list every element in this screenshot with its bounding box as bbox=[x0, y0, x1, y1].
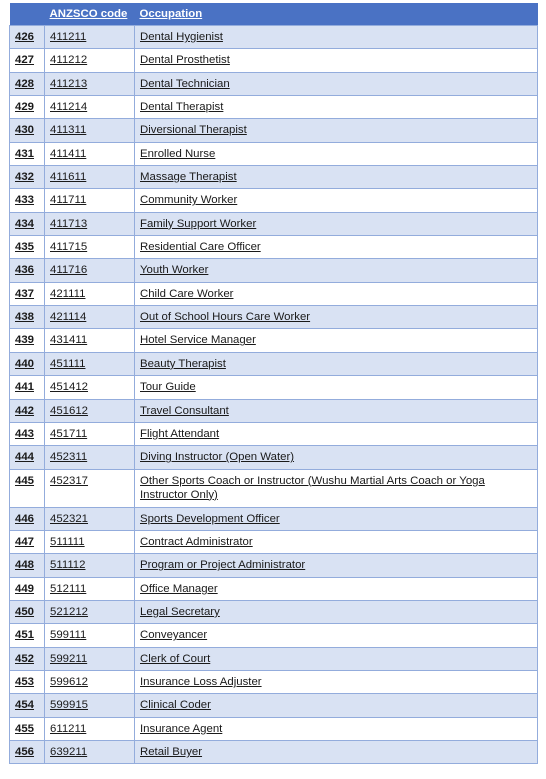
occupation-link[interactable]: Dental Technician bbox=[135, 72, 538, 95]
occupation-table bbox=[9, 3, 538, 764]
anzsco-code-link[interactable]: 431411 bbox=[45, 329, 135, 352]
anzsco-code-link[interactable]: 639211 bbox=[45, 740, 135, 763]
table-row bbox=[10, 72, 538, 95]
row-number: 441 bbox=[10, 376, 45, 399]
table-row bbox=[10, 189, 538, 212]
table-row bbox=[10, 717, 538, 740]
row-number: 435 bbox=[10, 236, 45, 259]
row-number: 450 bbox=[10, 600, 45, 623]
row-number: 454 bbox=[10, 694, 45, 717]
row-number: 426 bbox=[10, 26, 45, 49]
occupation-link[interactable]: Dental Hygienist bbox=[135, 26, 538, 49]
occupation-link[interactable]: Program or Project Administrator bbox=[135, 554, 538, 577]
table-row bbox=[10, 119, 538, 142]
table-row bbox=[10, 624, 538, 647]
table-row bbox=[10, 282, 538, 305]
occupation-link[interactable]: Conveyancer bbox=[135, 624, 538, 647]
table-header bbox=[10, 3, 538, 26]
row-number: 452 bbox=[10, 647, 45, 670]
anzsco-code-link[interactable]: 411716 bbox=[45, 259, 135, 282]
row-number: 440 bbox=[10, 352, 45, 375]
row-number: 436 bbox=[10, 259, 45, 282]
occupation-link[interactable]: Insurance Loss Adjuster bbox=[135, 670, 538, 693]
table-row bbox=[10, 96, 538, 119]
row-number: 432 bbox=[10, 166, 45, 189]
anzsco-code-link[interactable]: 452311 bbox=[45, 446, 135, 469]
occupation-link[interactable]: Clerk of Court bbox=[135, 647, 538, 670]
occupation-link[interactable]: Diversional Therapist bbox=[135, 119, 538, 142]
row-number: 448 bbox=[10, 554, 45, 577]
anzsco-code-link[interactable]: 451711 bbox=[45, 422, 135, 445]
table-body bbox=[10, 26, 538, 764]
anzsco-code-link[interactable]: 512111 bbox=[45, 577, 135, 600]
anzsco-code-link[interactable]: 411713 bbox=[45, 212, 135, 235]
table-row bbox=[10, 647, 538, 670]
anzsco-code-link[interactable]: 421111 bbox=[45, 282, 135, 305]
header-occupation[interactable]: Occupation bbox=[135, 3, 538, 26]
table-row bbox=[10, 740, 538, 763]
row-number: 455 bbox=[10, 717, 45, 740]
row-number: 443 bbox=[10, 422, 45, 445]
occupation-link[interactable]: Clinical Coder bbox=[135, 694, 538, 717]
anzsco-code-link[interactable]: 611211 bbox=[45, 717, 135, 740]
row-number: 433 bbox=[10, 189, 45, 212]
anzsco-code-link[interactable]: 411711 bbox=[45, 189, 135, 212]
table-row bbox=[10, 236, 538, 259]
table-row bbox=[10, 600, 538, 623]
occupation-link[interactable]: Tour Guide bbox=[135, 376, 538, 399]
table-row bbox=[10, 422, 538, 445]
occupation-link[interactable]: Other Sports Coach or Instructor (Wushu Martial Arts Coach or Yoga Instructor Only) bbox=[135, 469, 538, 507]
table-row bbox=[10, 352, 538, 375]
anzsco-code-link[interactable]: 599612 bbox=[45, 670, 135, 693]
header-anzsco-code[interactable]: ANZSCO code bbox=[45, 3, 135, 26]
anzsco-code-link[interactable]: 411212 bbox=[45, 49, 135, 72]
row-number: 456 bbox=[10, 740, 45, 763]
row-number: 439 bbox=[10, 329, 45, 352]
occupation-link[interactable]: Dental Therapist bbox=[135, 96, 538, 119]
table-row bbox=[10, 399, 538, 422]
anzsco-code-link[interactable]: 421114 bbox=[45, 306, 135, 329]
row-number: 444 bbox=[10, 446, 45, 469]
table-row bbox=[10, 329, 538, 352]
row-number: 434 bbox=[10, 212, 45, 235]
table-row bbox=[10, 166, 538, 189]
occupation-table-container bbox=[9, 3, 537, 764]
occupation-link[interactable]: Sports Development Officer bbox=[135, 507, 538, 530]
occupation-link[interactable]: Youth Worker bbox=[135, 259, 538, 282]
occupation-link[interactable]: Flight Attendant bbox=[135, 422, 538, 445]
table-row bbox=[10, 577, 538, 600]
table-row bbox=[10, 554, 538, 577]
row-number: 428 bbox=[10, 72, 45, 95]
anzsco-code-link[interactable]: 599915 bbox=[45, 694, 135, 717]
row-number: 446 bbox=[10, 507, 45, 530]
row-number: 449 bbox=[10, 577, 45, 600]
anzsco-code-link[interactable]: 452321 bbox=[45, 507, 135, 530]
row-number: 453 bbox=[10, 670, 45, 693]
row-number: 427 bbox=[10, 49, 45, 72]
table-row bbox=[10, 507, 538, 530]
table-row bbox=[10, 469, 538, 507]
row-number: 437 bbox=[10, 282, 45, 305]
occupation-link[interactable]: Travel Consultant bbox=[135, 399, 538, 422]
row-number: 430 bbox=[10, 119, 45, 142]
anzsco-code-link[interactable]: 521212 bbox=[45, 600, 135, 623]
anzsco-code-link[interactable]: 411311 bbox=[45, 119, 135, 142]
anzsco-code-link[interactable]: 511112 bbox=[45, 554, 135, 577]
occupation-link[interactable]: Retail Buyer bbox=[135, 740, 538, 763]
table-row bbox=[10, 530, 538, 553]
anzsco-code-link[interactable]: 411715 bbox=[45, 236, 135, 259]
row-number: 442 bbox=[10, 399, 45, 422]
table-row bbox=[10, 694, 538, 717]
occupation-link[interactable]: Out of School Hours Care Worker bbox=[135, 306, 538, 329]
row-number: 447 bbox=[10, 530, 45, 553]
occupation-link[interactable]: Community Worker bbox=[135, 189, 538, 212]
anzsco-code-link[interactable]: 411213 bbox=[45, 72, 135, 95]
table-row bbox=[10, 446, 538, 469]
occupation-link[interactable]: Office Manager bbox=[135, 577, 538, 600]
occupation-link[interactable]: Legal Secretary bbox=[135, 600, 538, 623]
table-row bbox=[10, 259, 538, 282]
row-number: 429 bbox=[10, 96, 45, 119]
anzsco-code-link[interactable]: 599211 bbox=[45, 647, 135, 670]
table-row bbox=[10, 670, 538, 693]
occupation-link[interactable]: Dental Prosthetist bbox=[135, 49, 538, 72]
anzsco-code-link[interactable]: 452317 bbox=[45, 469, 135, 507]
row-number: 438 bbox=[10, 306, 45, 329]
occupation-link[interactable]: Beauty Therapist bbox=[135, 352, 538, 375]
anzsco-code-link[interactable]: 451612 bbox=[45, 399, 135, 422]
row-number: 431 bbox=[10, 142, 45, 165]
occupation-link[interactable]: Insurance Agent bbox=[135, 717, 538, 740]
anzsco-code-link[interactable]: 511111 bbox=[45, 530, 135, 553]
occupation-link[interactable]: Residential Care Officer bbox=[135, 236, 538, 259]
occupation-link[interactable]: Massage Therapist bbox=[135, 166, 538, 189]
anzsco-code-link[interactable]: 411211 bbox=[45, 26, 135, 49]
table-row bbox=[10, 212, 538, 235]
table-row bbox=[10, 306, 538, 329]
row-number: 451 bbox=[10, 624, 45, 647]
occupation-link[interactable]: Enrolled Nurse bbox=[135, 142, 538, 165]
anzsco-code-link[interactable]: 411411 bbox=[45, 142, 135, 165]
occupation-link[interactable]: Hotel Service Manager bbox=[135, 329, 538, 352]
occupation-link[interactable]: Contract Administrator bbox=[135, 530, 538, 553]
table-row bbox=[10, 376, 538, 399]
occupation-link[interactable]: Child Care Worker bbox=[135, 282, 538, 305]
table-row bbox=[10, 49, 538, 72]
anzsco-code-link[interactable]: 411611 bbox=[45, 166, 135, 189]
anzsco-code-link[interactable]: 411214 bbox=[45, 96, 135, 119]
anzsco-code-link[interactable]: 599111 bbox=[45, 624, 135, 647]
occupation-link[interactable]: Diving Instructor (Open Water) bbox=[135, 446, 538, 469]
table-row bbox=[10, 26, 538, 49]
header-number bbox=[10, 3, 45, 26]
table-row bbox=[10, 142, 538, 165]
anzsco-code-link[interactable]: 451412 bbox=[45, 376, 135, 399]
occupation-link[interactable]: Family Support Worker bbox=[135, 212, 538, 235]
anzsco-code-link[interactable]: 451111 bbox=[45, 352, 135, 375]
row-number: 445 bbox=[10, 469, 45, 507]
